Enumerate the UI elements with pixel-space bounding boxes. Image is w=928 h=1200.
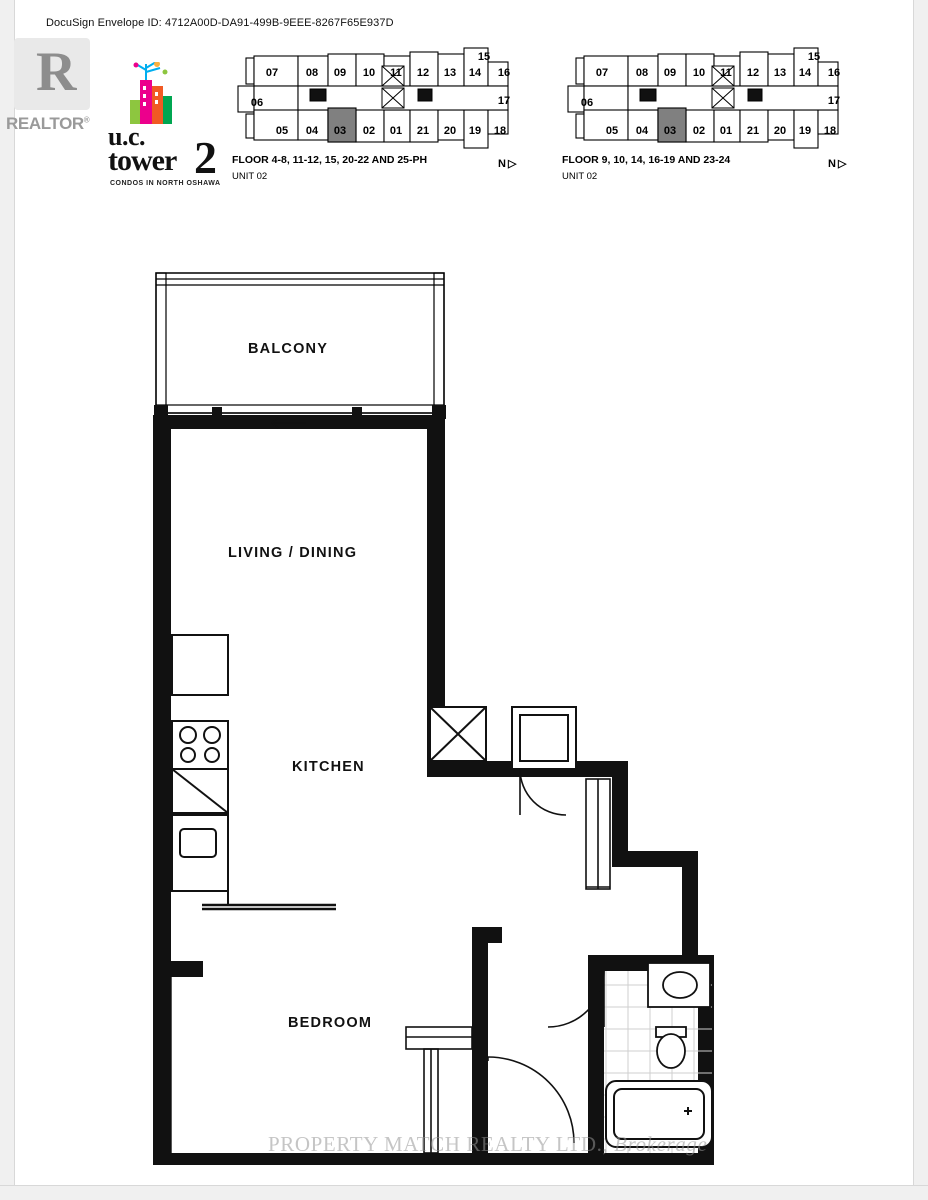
brokerage-watermark: [268, 1132, 707, 1157]
keyplan-right: [562, 44, 864, 182]
uc-logo-line1: u.c.: [108, 122, 145, 151]
north-label-right: N: [828, 158, 836, 170]
svg-text:05: 05: [275, 125, 289, 137]
brokerage-watermark-suffix: Brokerage: [614, 1132, 708, 1156]
svg-text:11: 11: [720, 67, 732, 79]
keyplan-left: [232, 44, 534, 182]
svg-text:08: 08: [305, 67, 319, 79]
svg-text:15: 15: [477, 51, 491, 63]
unit-floorplan: [120, 255, 800, 1170]
north-indicator-right: [828, 157, 846, 170]
room-label-bedroom: BEDROOM: [288, 1015, 373, 1031]
brokerage-watermark-name: PROPERTY MATCH REALTY LTD.,: [268, 1132, 609, 1156]
page-edge-left: [0, 0, 15, 1200]
keyplan-right-unit: UNIT 02: [562, 171, 598, 182]
svg-text:17: 17: [827, 95, 841, 107]
uc-tower-logo: [108, 40, 224, 187]
svg-text:05: 05: [605, 125, 619, 137]
building-icon: [130, 62, 176, 124]
svg-text:13: 13: [443, 67, 457, 79]
svg-text:18: 18: [823, 125, 837, 137]
svg-text:09: 09: [333, 67, 347, 79]
svg-text:10: 10: [362, 67, 376, 79]
room-label-living-dining: LIVING / DINING: [228, 545, 358, 561]
docusign-envelope-id: DocuSign Envelope ID: 4712A00D-DA91-499B-9EEE-8267F65E937D: [46, 17, 394, 29]
realtor-logo: [6, 36, 118, 146]
keyplan-left-caption: FLOOR 4-8, 11-12, 15, 20-22 AND 25-PH: [232, 154, 428, 166]
page-edge-bottom: [0, 1185, 928, 1200]
north-arrow-icon-right: ▷: [837, 158, 847, 170]
uc-logo-tagline: CONDOS IN NORTH OSHAWA: [110, 180, 221, 187]
north-label-left: N: [498, 158, 506, 170]
svg-text:12: 12: [416, 67, 430, 79]
room-label-balcony: BALCONY: [248, 341, 329, 357]
realtor-wordmark-text: REALTOR: [6, 114, 84, 133]
svg-text:19: 19: [798, 125, 812, 137]
svg-text:04: 04: [635, 125, 649, 137]
svg-text:12: 12: [746, 67, 760, 79]
realtor-wordmark: [6, 114, 89, 134]
svg-text:14: 14: [798, 67, 812, 79]
north-arrow-icon-left: ▷: [507, 158, 517, 170]
svg-text:02: 02: [362, 125, 376, 137]
svg-text:03: 03: [663, 125, 677, 137]
svg-text:14: 14: [468, 67, 482, 79]
page-edge-right: [913, 0, 928, 1200]
realtor-r-icon: R: [36, 41, 77, 103]
svg-text:06: 06: [250, 97, 264, 109]
keyplan-right-caption: FLOOR 9, 10, 14, 16-19 AND 23-24: [562, 154, 731, 166]
svg-text:17: 17: [497, 95, 511, 107]
north-indicator-left: [498, 157, 516, 170]
svg-text:01: 01: [389, 125, 403, 137]
svg-text:06: 06: [580, 97, 594, 109]
svg-text:04: 04: [305, 125, 319, 137]
room-label-kitchen: KITCHEN: [292, 759, 365, 775]
uc-logo-line2: tower: [108, 144, 177, 177]
realtor-registered-icon: ®: [83, 115, 90, 125]
svg-text:21: 21: [746, 125, 760, 137]
floorplan-drawing: [120, 255, 800, 1165]
svg-text:20: 20: [773, 125, 787, 137]
svg-text:21: 21: [416, 125, 430, 137]
svg-text:13: 13: [773, 67, 787, 79]
svg-text:02: 02: [692, 125, 706, 137]
svg-text:08: 08: [635, 67, 649, 79]
keyplan-left-unit: UNIT 02: [232, 171, 268, 182]
svg-text:18: 18: [493, 125, 507, 137]
svg-text:19: 19: [468, 125, 482, 137]
svg-text:10: 10: [692, 67, 706, 79]
svg-text:09: 09: [663, 67, 677, 79]
svg-text:11: 11: [390, 67, 402, 79]
svg-text:03: 03: [333, 125, 347, 137]
svg-text:07: 07: [265, 67, 279, 79]
keyplan-left-diagram: [232, 44, 534, 154]
svg-text:16: 16: [497, 67, 511, 79]
keyplan-right-diagram: [562, 44, 864, 154]
svg-text:15: 15: [807, 51, 821, 63]
svg-text:01: 01: [719, 125, 733, 137]
svg-text:20: 20: [443, 125, 457, 137]
svg-text:16: 16: [827, 67, 841, 79]
uc-logo-numeral: 2: [194, 132, 217, 183]
svg-text:07: 07: [595, 67, 609, 79]
